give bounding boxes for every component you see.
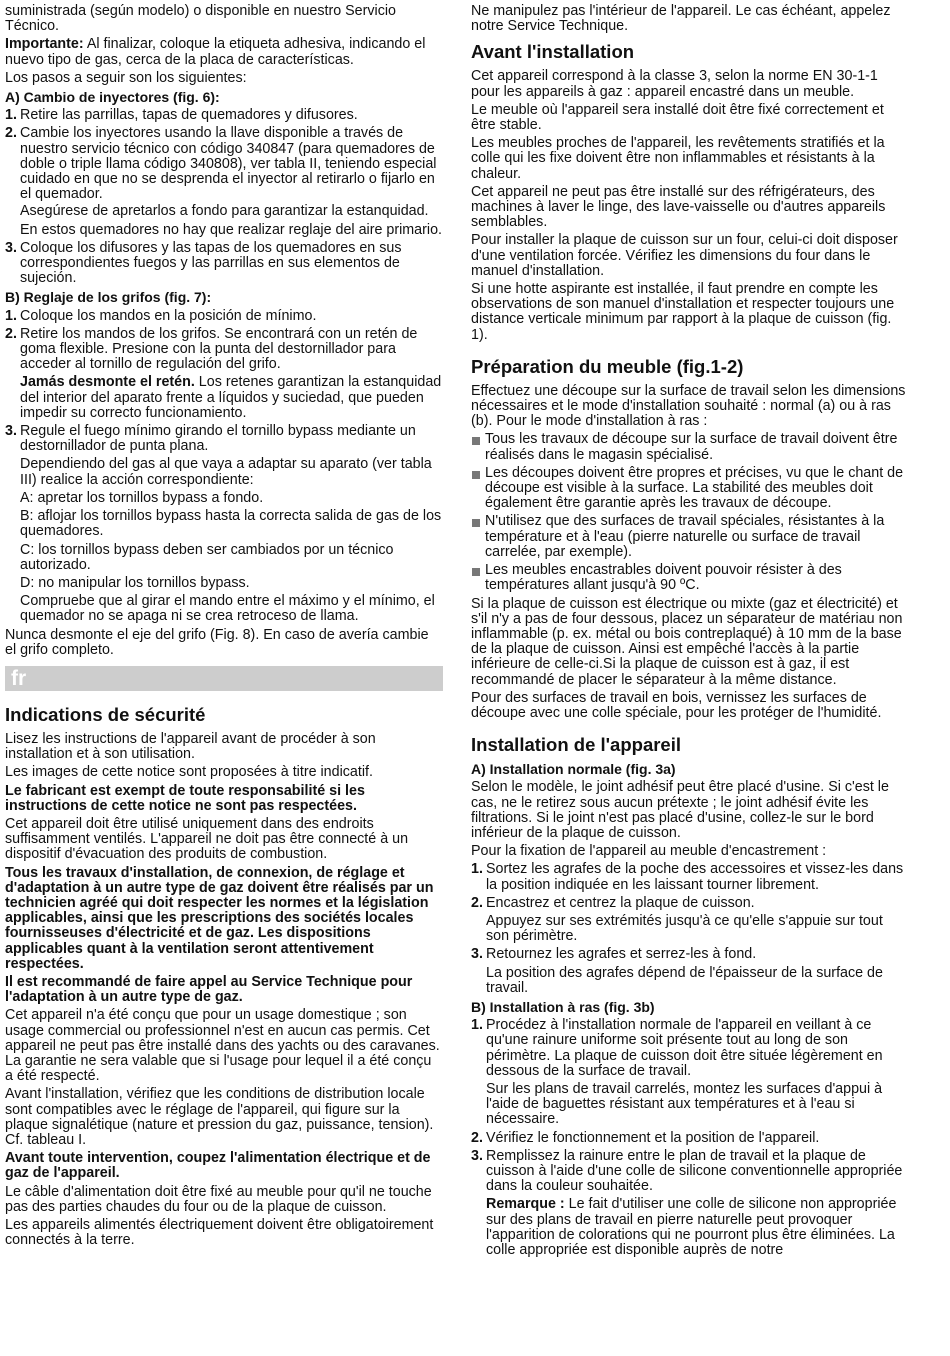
safety-paragraph: Cet appareil doit être utilisé uniquement dans des endroits suffisamment ventilés. L'appareil ne doit pas être connecté à un dispositif d'évacuation des produits de combustion. [5, 815, 409, 863]
warning-text: Los retenes garantizan la estanquidad del interior del aparato frente a líquidos y suciedad, que pueden impedir su correcto funcionamiento. [20, 374, 442, 421]
furniture-prep-paragraph: Si la plaque de cuisson est électrique ou mixte (gaz et électricité) et s'il n'y a pas de four dessous, placez un séparateur de matériau non inflammable (p. ex. métal ou bois contreplaqué) à 10 mm de la base de la plaque de cuisson. Ainsi est empêché l'accès à la partie inférieure de celle-ci.Si la plaque de cuisson est à gaz, il est recommandé de placer le séparateur à la même distance. [471, 595, 903, 688]
install-normal-paragraph: Selon le modèle, le joint adhésif peut être placé d'usine. Si c'est le cas, ne le retirez sous aucun prétexte ; le joint adhésif évite les filtrations. Si le joint n'est pas placé d'usine, collez-le sur le bord inférieur de la plaque de cuisson. [471, 779, 889, 841]
bullet-text: Les meubles encastrables doivent pouvoir résister à des températures allant jusqu'à 90 ºC. [485, 562, 842, 594]
safety-paragraph: Cet appareil n'a été conçu que pour un usage domestique ; son usage commercial ou professionnel n'est en aucun cas permis. Cet appareil ne peut pas être installé dans des yachts ou des caravanes. La garantie ne sera valable que si l'usage pour lequel il a été conçu a été respecté. [5, 1007, 440, 1085]
bullet-text: Tous les travaux de découpe sur la surface de travail doivent être réalisés dans le magasin spécialisé. [485, 431, 898, 463]
item-text: Encastrez et centrez la plaque de cuisson. [486, 894, 755, 911]
before-install-paragraph: Si une hotte aspirante est installée, il faut prendre en compte les observations de son manuel d'installation et respecter toujours une distance verticale minimum par rapport à la plaque de cuisson (fig. 1). [471, 281, 895, 343]
item-text: Retournez les agrafes et serrez-les à fond. [486, 946, 757, 963]
item-text: Retire las parrillas, tapas de quemadores y difusores. [20, 107, 358, 124]
es-steps-intro: Los pasos a seguir son los siguientes: [5, 69, 247, 86]
before-install-paragraph: Cet appareil correspond à la classe 3, selon la norme EN 30-1-1 pour les appareils à gaz : appareil encastré dans un meuble. [471, 68, 878, 100]
safety-paragraph: Les appareils alimentés électriquement doivent être obligatoirement connectés à la terre. [5, 1217, 434, 1249]
safety-paragraph-bold: Avant toute intervention, coupez l'alimentation électrique et de gaz de l'appareil. [5, 1150, 431, 1182]
importante-label: Importante: [5, 36, 84, 53]
square-bullet-icon [471, 563, 485, 593]
bullet-item [471, 563, 906, 593]
bullet-text: N'utilisez que des surfaces de travail spéciales, résistantes à la température et à l'eau (pierre naturelle ou surface de travail carrelée, par exemple). [485, 513, 885, 560]
list-item [471, 896, 906, 911]
fr-intro-text: Ne manipulez pas l'intérieur de l'appareil. Le cas échéant, appelez notre Service Technique. [471, 3, 891, 35]
item-text: Cambie los inyectores usando la llave disponible a través de nuestro servicio técnico con código 340847 (para quemadores de doble o triple llama código 340808), ver tabla II, teniendo especial cuidado en que no se desprenda el inyector al retirarlo o fijarlo en el quemador. [20, 125, 437, 203]
safety-paragraph: Le câble d'alimentation doit être fixé au meuble pour qu'il ne touche pas des parties chaudes du four ou de la plaque de cuisson. [5, 1183, 432, 1215]
item-note: D: no manipular los tornillos bypass. [20, 574, 250, 591]
remark-note [471, 1197, 906, 1258]
item-note: Asegúrese de apretarlos a fondo para garantizar la estanquidad. [20, 203, 429, 220]
square-bullet-icon [471, 514, 485, 560]
section-b-title: B) Reglaje de los grifos (fig. 7): [5, 289, 212, 306]
item-note: Dependiendo del gas al que vaya a adaptar su aparato (ver tabla III) realice la acción correspondiente: [20, 456, 432, 488]
item-number: 2. [5, 125, 17, 142]
bullet-text: Les découpes doivent être propres et précises, vu que le chant de découpe est visible à la surface. La stabilité des meubles doit également être garantie après les travaux de découpe. [485, 464, 904, 512]
es-importante-note [5, 37, 443, 67]
item-number: 3. [471, 1147, 483, 1164]
before-install-title: Avant l'installation [471, 41, 635, 63]
item-note: La position des agrafes dépend de l'épaisseur de la surface de travail. [486, 964, 883, 996]
item-note: Appuyez sur ses extrémités jusqu'à ce qu'elle s'appuie sur tout son périmètre. [486, 912, 883, 945]
furniture-prep-paragraph: Pour des surfaces de travail en bois, vernissez les surfaces de découpe avec une colle spéciale, pour les protéger de l'humidité. [471, 689, 882, 721]
item-note: C: los tornillos bypass deben ser cambiados por un técnico autorizado. [20, 541, 394, 573]
safety-paragraph: Lisez les instructions de l'appareil avant de procéder à son installation et à son utilisation. [5, 730, 376, 763]
square-bullet-icon [471, 466, 485, 512]
item-note: B: aflojar los tornillos bypass hasta la correcta salida de gas de los quemadores. [20, 508, 442, 540]
list-item [5, 309, 443, 324]
safety-title: Indications de sécurité [5, 703, 206, 725]
safety-paragraph-bold: Il est recommandé de faire appel au Service Technique pour l'adaptation à un autre type de gaz. [5, 973, 413, 1006]
install-normal-paragraph: Pour la fixation de l'appareil au meuble d'encastrement : [471, 843, 827, 860]
safety-paragraph: Avant l'installation, vérifiez que les conditions de distribution locale sont compatibles avec le réglage de l'appareil, qui figure sur la plaque signalétique (nature et pression du gaz, puissance, tension). Cf. tableau I. [5, 1086, 434, 1148]
install-normal-title: A) Installation normale (fig. 3a) [471, 761, 676, 778]
item-note: Compruebe que al girar el mando entre el máximo y el mínimo, el quemador no se apaga ni se crea retroceso de llama. [20, 593, 435, 625]
item-number: 2. [5, 325, 17, 342]
warning-bold: Jamás desmonte el retén. [20, 374, 195, 391]
item-number: 3. [5, 423, 17, 440]
bullet-item [471, 514, 906, 560]
item-text: Sortez les agrafes de la poche des accessoires et vissez-les dans la position indiquée en les laissant tourner librement. [486, 861, 904, 893]
item-number: 1. [5, 107, 17, 124]
item-note: En estos quemadores no hay que realizar reglaje del aire primario. [20, 221, 442, 238]
item-number: 2. [471, 1129, 483, 1146]
item-number: 1. [471, 1017, 483, 1034]
furniture-prep-title: Préparation du meuble (fig.1-2) [471, 355, 744, 377]
item-text: Retire los mandos de los grifos. Se encontrará con un retén de goma flexible. Presione con la punta del destornillador para acceder al tornillo de regulación del grifo. [20, 325, 418, 373]
bullet-item [471, 466, 906, 512]
item-text: Regule el fuego mínimo girando el tornillo bypass mediante un destornillador de punta plana. [20, 423, 416, 455]
importante-text: Al finalizar, coloque la etiqueta adhesiva, indicando el nuevo tipo de gas, cerca de la placa de características. [5, 36, 426, 68]
es-intro-text: suministrada (según modelo) o disponible en nuestro Servicio Técnico. [5, 3, 396, 35]
before-install-paragraph: Pour installer la plaque de cuisson sur un four, celui-ci doit disposer d'une ventilation forcée. Vérifiez les dimensions du four dans le manuel d'installation. [471, 232, 898, 279]
item-note: A: apretar los tornillos bypass a fondo. [20, 489, 264, 506]
before-install-paragraph: Les meubles proches de l'appareil, les revêtements stratifiés et la colle qui les fixe doivent être non inflammables et résistants à la chaleur. [471, 135, 885, 182]
list-item [5, 424, 443, 454]
item-text: Vérifiez le fonctionnement et la position de l'appareil. [486, 1129, 820, 1146]
list-item [471, 1018, 906, 1079]
before-install-paragraph: Le meuble où l'appareil sera installé doit être fixé correctement et être stable. [471, 101, 884, 134]
item-note: Sur les plans de travail carrelés, montez les surfaces d'appui à l'aide de baguettes résistant aux températures et à l'eau si nécessaire. [486, 1080, 883, 1128]
list-item [5, 327, 443, 373]
list-item [5, 241, 443, 287]
list-item [471, 1131, 906, 1146]
remark-label: Remarque : [486, 1196, 565, 1213]
list-item [5, 108, 443, 123]
safety-paragraph-bold: Le fabricant est exempt de toute responsabilité si les instructions de cette notice ne sont pas respectées. [5, 782, 365, 814]
item-number: 1. [5, 307, 17, 324]
square-bullet-icon [471, 432, 485, 462]
item-text: Coloque los difusores y las tapas de los quemadores en sus correspondientes fuegos y las parrillas en sus elementos de sujeción. [20, 239, 402, 287]
section-a-title: A) Cambio de inyectores (fig. 6): [5, 89, 220, 106]
item-number: 1. [471, 861, 483, 878]
item-number: 3. [5, 239, 17, 256]
before-install-paragraph: Cet appareil ne peut pas être installé sur des réfrigérateurs, des machines à laver le linge, des lave-vaisselle ou d'autres appareils semblables. [471, 183, 886, 231]
item-text: Procédez à l'installation normale de l'appareil en veillant à ce qu'une rainure uniforme soit présente tout au long de son périmètre. La plaque de cuisson doit être située légèrement en dessous de la surface de travail. [486, 1017, 883, 1079]
list-item [471, 947, 906, 962]
safety-paragraph: Les images de cette notice sont proposées à titre indicatif. [5, 764, 373, 781]
left-column [5, 4, 443, 1251]
remark-text: Le fait d'utiliser une colle de silicone non appropriée sur des plans de travail en pierre naturelle peut provoquer l'apparition de colorations qui ne pourront plus être éliminées. La colle appropriée est disponible auprès de notre [486, 1196, 897, 1259]
item-text: Coloque los mandos en la posición de mínimo. [20, 307, 317, 324]
list-item [471, 1149, 906, 1195]
safety-paragraph-bold: Tous les travaux d'installation, de connexion, de réglage et d'adaptation à un autre type de gaz doivent être réalisés par un technicien agréé qui doit respecter les normes et la législation applicables, ainsi que les prescriptions des sociétés locales fournisseuses d'électricité et de gaz. Les dispositions applicables quant à la ventilation seront attentivement respectées. [5, 864, 434, 972]
furniture-prep-intro: Effectuez une découpe sur la surface de travail selon les dimensions nécessaires et le mode d'installation souhaité : normal (a) ou à ras (b). Pour le mode d'installation à ras : [471, 382, 906, 430]
item-number: 2. [471, 894, 483, 911]
bullet-item [471, 432, 906, 462]
appliance-install-title: Installation de l'appareil [471, 734, 682, 756]
list-item [5, 126, 443, 202]
list-item [471, 862, 906, 892]
install-flush-title: B) Installation à ras (fig. 3b) [471, 998, 655, 1015]
language-bar: fr [5, 666, 443, 691]
es-final-note: Nunca desmonte el eje del grifo (Fig. 8). En caso de avería cambie el grifo completo. [5, 626, 429, 658]
item-number: 3. [471, 946, 483, 963]
item-text: Remplissez la rainure entre le plan de travail et la plaque de cuisson à l'aide d'une colle de silicone conventionnelle appropriée dans la couleur souhaitée. [486, 1147, 903, 1195]
right-column [471, 4, 906, 1258]
item-note [5, 375, 443, 421]
